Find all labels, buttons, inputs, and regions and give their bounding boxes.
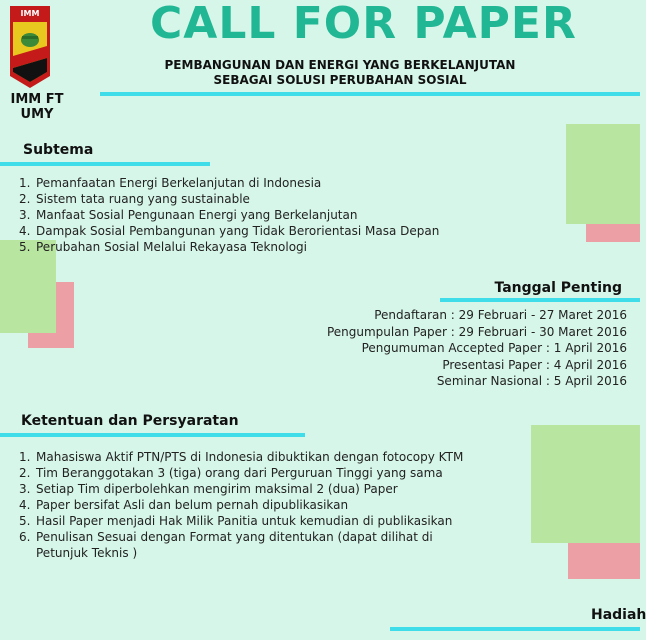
list-item-text: Mahasiswa Aktif PTN/PTS di Indonesia dibuktikan dengan fotocopy KTM [36,450,464,464]
list-item-continuation [19,545,463,561]
list-item-text: Tim Beranggotakan 3 (tiga) orang dari Perguruan Tinggi yang sama [36,466,443,480]
list-item-number: 5. [19,240,31,254]
ketentuan-heading: Ketentuan dan Persyaratan [21,413,239,429]
list-item [19,529,463,545]
list-item [19,449,463,465]
list-item-number: 1. [19,450,31,464]
imm-logo-icon [10,6,50,88]
list-item [19,207,439,223]
subtema-underline [0,162,210,166]
list-item-text: Setiap Tim diperbolehkan mengirim maksimal 2 (dua) Paper [36,482,398,496]
list-item [19,513,463,529]
ketentuan-underline [0,433,305,437]
logo-caption-line1: IMM FT [10,92,64,107]
list-item-text: Paper bersifat Asli dan belum pernah dipublikasikan [36,498,349,512]
list-item-number: 4. [19,498,31,512]
logo-caption [2,92,72,122]
date-row: Presentasi Paper : 4 April 2016 [442,357,627,372]
list-item-number: 3. [19,208,31,222]
deco-square-green-right-top [566,124,640,224]
hadiah-underline [390,627,640,631]
subtema-list [19,175,439,255]
date-row: Pengumuman Accepted Paper : 1 April 2016 [361,341,627,355]
list-item-number: 3. [19,482,31,496]
list-item [19,465,463,481]
title-underline [100,92,640,96]
list-item-text: Sistem tata ruang yang sustainable [36,192,250,206]
list-item-number: 2. [19,192,31,206]
list-item [19,175,439,191]
date-row: Pengumpulan Paper : 29 Februari - 30 Maret 2016 [326,324,627,339]
list-item [19,223,439,239]
logo-caption-line2: UMY [20,107,54,122]
hadiah-heading: Hadiah [591,607,646,623]
list-item-text: Penulisan Sesuai dengan Format yang ditentukan (dapat dilihat di [36,530,433,544]
page-title: CALL FOR PAPER [150,0,577,49]
list-item-text: Pemanfaatan Energi Berkelanjutan di Indonesia [36,176,322,190]
tanggal-list [327,307,627,390]
list-item [19,239,439,255]
list-item-text: Hasil Paper menjadi Hak Milik Panitia untuk kemudian di publikasikan [36,514,453,528]
list-item-text: Perubahan Sosial Melalui Rekayasa Teknologi [36,240,307,254]
list-item-number: 6. [19,530,31,544]
date-row: Seminar Nasional : 5 April 2016 [436,374,627,388]
list-item-text: Manfaat Sosial Pengunaan Energi yang Berkelanjutan [36,208,358,222]
subtitle-line2: SEBAGAI SOLUSI PERUBAHAN SOSIAL [213,73,467,87]
list-item [19,481,463,497]
list-item-number: 5. [19,514,31,528]
list-item [19,497,463,513]
subtitle-line1: PEMBANGUNAN DAN ENERGI YANG BERKELANJUTAN [164,58,516,72]
list-item-text: Dampak Sosial Pembangunan yang Tidak Berorientasi Masa Depan [36,224,440,238]
list-item-number: 2. [19,466,31,480]
list-item-number: 4. [19,224,31,238]
date-row: Pendaftaran : 29 Februari - 27 Maret 2016 [374,308,627,322]
deco-square-green-right-bottom [531,425,640,543]
tanggal-underline [440,298,640,302]
logo-mark-text: IMM [20,9,40,18]
ketentuan-list [19,449,463,561]
subtema-heading: Subtema [23,142,94,158]
list-item [19,191,439,207]
list-item-number: 1. [19,176,31,190]
page-subtitle [140,58,540,88]
tanggal-heading: Tanggal Penting [494,280,622,296]
list-item-text: Petunjuk Teknis ) [36,546,138,560]
